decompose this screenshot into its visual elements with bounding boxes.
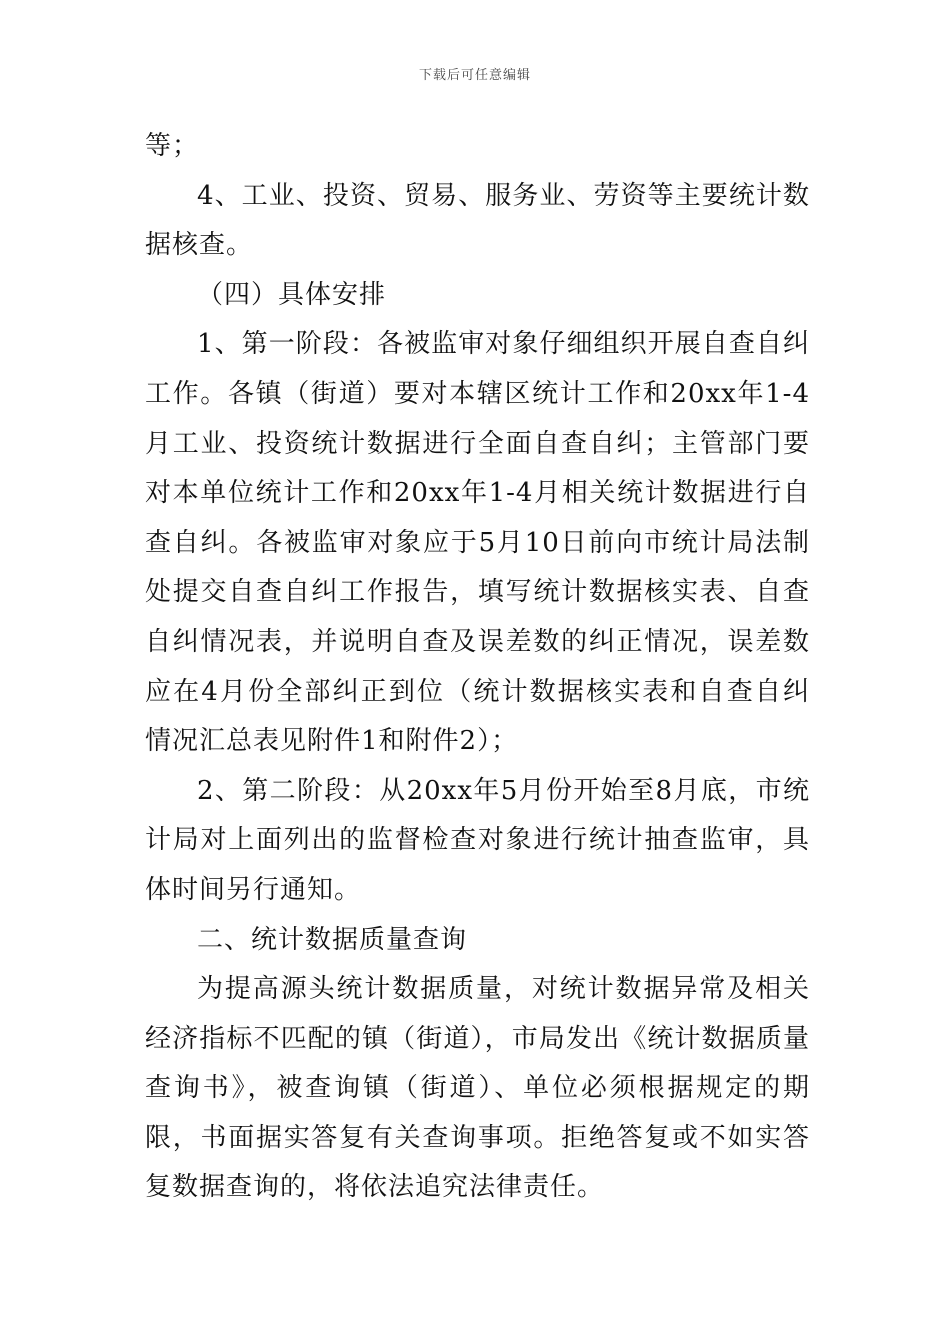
header-note: 下载后可任意编辑 bbox=[418, 68, 531, 83]
paragraph-stage-one: 1、第一阶段：各被监审对象仔细组织开展自查自纠工作。各镇（街道）要对本辖区统计工作和20xx年1-4月工业、投资统计数据进行全面自查自纠；主管部门要对本单位统计工作和20xx年1-4月相关统计数据进行自查自纠。各被监审对象应于5月10日前向市统计局法制处提交自查自纠工作报告，填写统计数据核实表、自查自纠情况表，并说明自查及误差数的纠正情况，误差数应在4月份全部纠正到位（统计数据核实表和自查自纠情况汇总表见附件1和附件2）； bbox=[145, 329, 810, 757]
document-body bbox=[145, 122, 810, 1213]
paragraph-stage-two: 2、第二阶段：从20xx年5月份开始至8月底，市统计局对上面列出的监督检查对象进行统计抽查监审，具体时间另行通知。 bbox=[145, 775, 810, 905]
section-heading-specific-arrangements: （四）具体安排 bbox=[197, 279, 387, 310]
paragraph-1: 等； bbox=[145, 131, 200, 161]
paragraph-2: 4、工业、投资、贸易、服务业、劳资等主要统计数据核查。 bbox=[145, 180, 810, 261]
section-heading-data-quality-inquiry: 二、统计数据质量查询 bbox=[197, 924, 468, 955]
paragraph-data-quality: 为提高源头统计数据质量，对统计数据异常及相关经济指标不匹配的镇（街道），市局发出《统计数据质量查询书》，被查询镇（街道）、单位必须根据规定的期限，书面据实答复有关查询事项。拒绝答复或不如实答复数据查询的，将依法追究法律责任。 bbox=[145, 974, 810, 1203]
